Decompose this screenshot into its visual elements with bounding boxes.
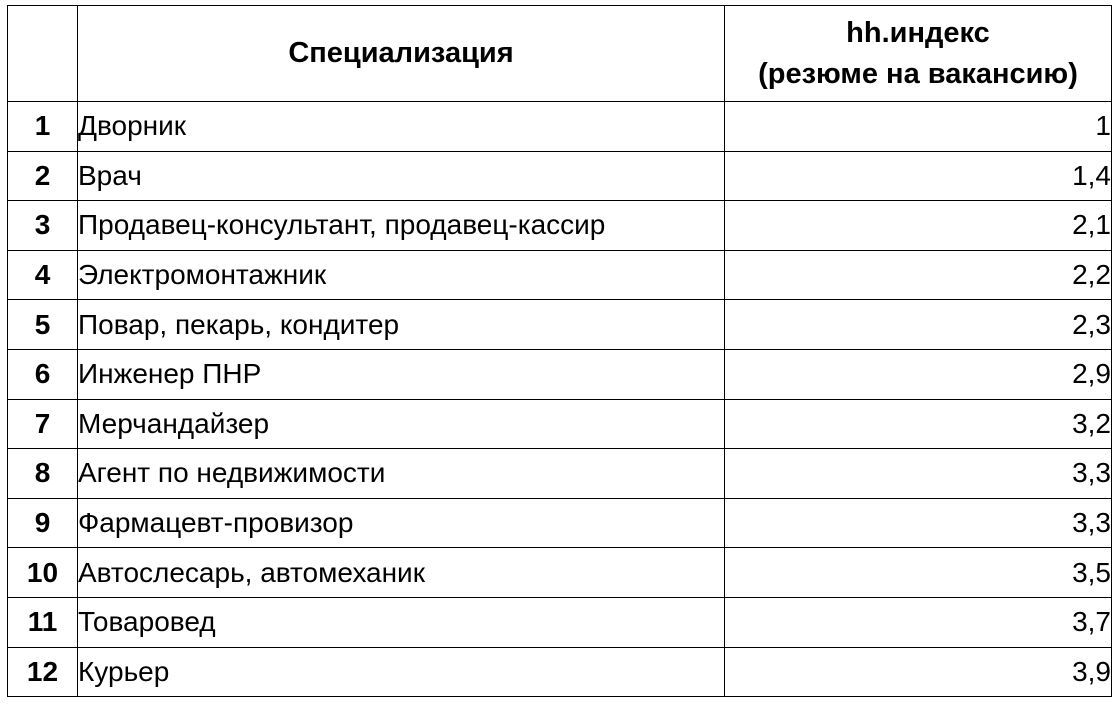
row-index: 3,3: [725, 449, 1112, 499]
row-index: 3,2: [725, 399, 1112, 449]
row-specialization: Продавец-консультант, продавец-кассир: [78, 201, 725, 251]
row-number: 7: [8, 399, 78, 449]
hh-index-table: [7, 5, 1112, 697]
row-index: 2,1: [725, 201, 1112, 251]
row-number: 6: [8, 349, 78, 399]
row-number: 9: [8, 498, 78, 548]
row-number: 12: [8, 647, 78, 697]
row-number: 11: [8, 597, 78, 647]
table-header-row: [8, 6, 1112, 102]
row-index: 1: [725, 102, 1112, 152]
header-specialization: Специализация: [78, 6, 725, 102]
header-index-line1: hh.индекс: [846, 16, 990, 49]
row-number: 3: [8, 201, 78, 251]
row-specialization: Фармацевт-провизор: [78, 498, 725, 548]
row-index: 3,3: [725, 498, 1112, 548]
row-number: 4: [8, 250, 78, 300]
table-row: [8, 647, 1112, 697]
row-index: 3,9: [725, 647, 1112, 697]
row-specialization: Повар, пекарь, кондитер: [78, 300, 725, 350]
table-row: [8, 399, 1112, 449]
row-specialization: Электромонтажник: [78, 250, 725, 300]
row-specialization: Мерчандайзер: [78, 399, 725, 449]
row-number: 8: [8, 449, 78, 499]
row-index: 2,2: [725, 250, 1112, 300]
row-specialization: Курьер: [78, 647, 725, 697]
row-index: 2,3: [725, 300, 1112, 350]
table-row: [8, 300, 1112, 350]
table-row: [8, 250, 1112, 300]
row-index: 1,4: [725, 151, 1112, 201]
table-row: [8, 201, 1112, 251]
table-row: [8, 349, 1112, 399]
table-row: [8, 449, 1112, 499]
header-index: [725, 6, 1112, 102]
row-number: 5: [8, 300, 78, 350]
table-row: [8, 498, 1112, 548]
header-number: [8, 6, 78, 102]
row-index: 2,9: [725, 349, 1112, 399]
row-specialization: Инженер ПНР: [78, 349, 725, 399]
row-number: 10: [8, 548, 78, 598]
row-index: 3,7: [725, 597, 1112, 647]
table-row: [8, 548, 1112, 598]
table-row: [8, 597, 1112, 647]
row-specialization: Автослесарь, автомеханик: [78, 548, 725, 598]
row-specialization: Врач: [78, 151, 725, 201]
row-number: 2: [8, 151, 78, 201]
row-specialization: Дворник: [78, 102, 725, 152]
table-row: [8, 102, 1112, 152]
table-row: [8, 151, 1112, 201]
row-index: 3,5: [725, 548, 1112, 598]
header-index-line2: (резюме на вакансию): [758, 57, 1078, 90]
row-number: 1: [8, 102, 78, 152]
row-specialization: Агент по недвижимости: [78, 449, 725, 499]
row-specialization: Товаровед: [78, 597, 725, 647]
